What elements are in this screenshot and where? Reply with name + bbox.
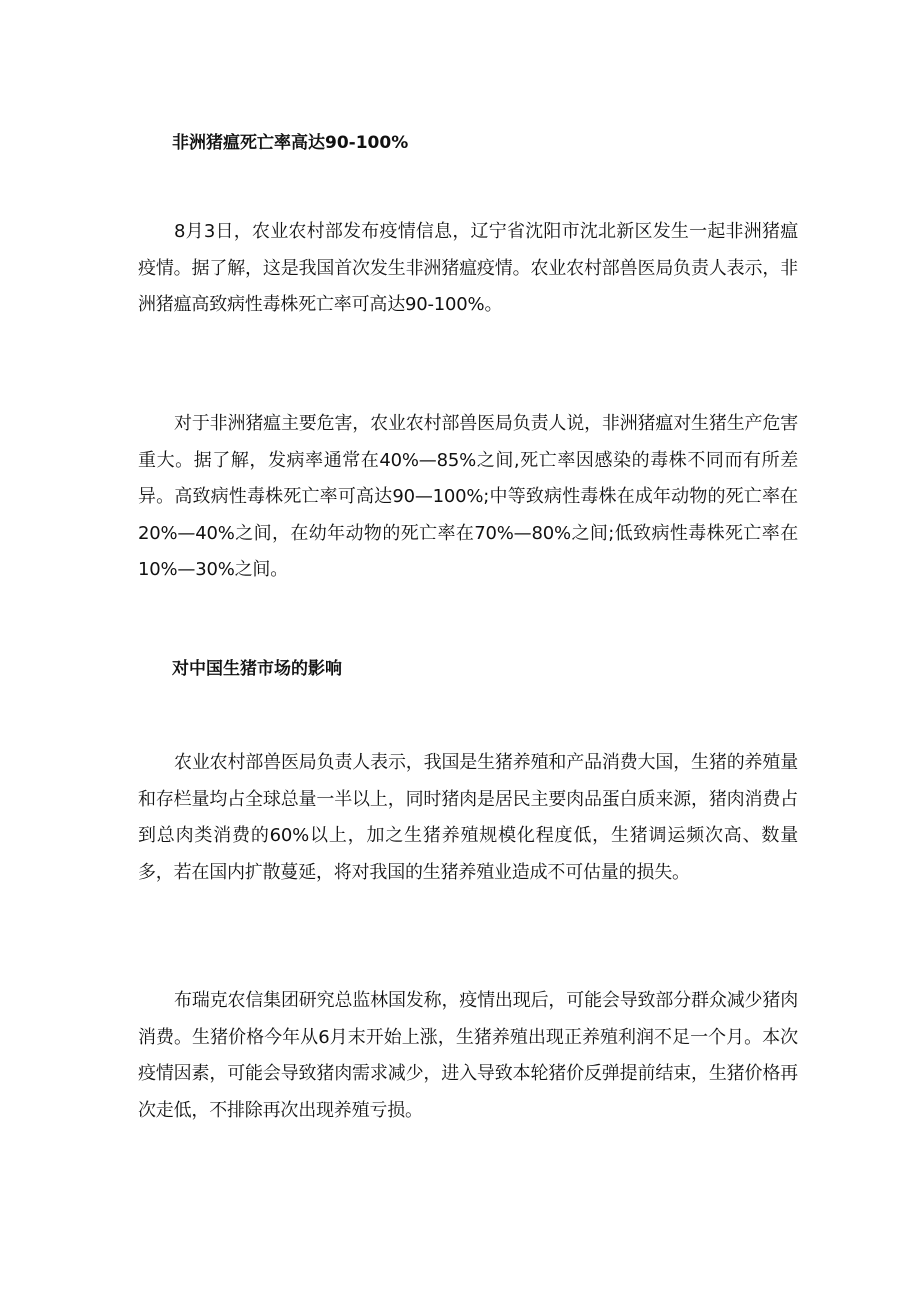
heading-market-impact: 对中国生猪市场的影响 (172, 659, 342, 679)
heading-mortality: 非洲猪瘟死亡率高达90-100% (172, 133, 409, 153)
paragraph-industry-loss: 农业农村部兽医局负责人表示，我国是生猪养殖和产品消费大国，生猪的养殖量和存栏量均占全球总量一半以上，同时猪肉是居民主要肉品蛋白质来源，猪肉消费占到总肉类消费的60%以上，加之生猪养殖规模化程度低，生猪调运频次高、数量多，若在国内扩散蔓延，将对我国的生猪养殖业造成不可估量的损失。 (138, 752, 798, 883)
paragraph-price-outlook: 布瑞克农信集团研究总监林国发称，疫情出现后，可能会导致部分群众减少猪肉消费。生猪价格今年从6月末开始上涨，生猪养殖出现正养殖利润不足一个月。本次疫情因素，可能会导致猪肉需求减少，进入导致本轮猪价反弹提前结束，生猪价格再次走低，不排除再次出现养殖亏损。 (138, 990, 798, 1121)
paragraph-hazards: 对于非洲猪瘟主要危害，农业农村部兽医局负责人说，非洲猪瘟对生猪生产危害重大。据了解，发病率通常在40%—85%之间,死亡率因感染的毒株不同而有所差异。高致病性毒株死亡率可高达90—100%;中等致病性毒株在成年动物的死亡率在20%—40%之间，在幼年动物的死亡率在70%—80%之间;低致病性毒株死亡率在10%—30%之间。 (138, 413, 798, 580)
paragraph-outbreak: 8月3日，农业农村部发布疫情信息，辽宁省沈阳市沈北新区发生一起非洲猪瘟疫情。据了解，这是我国首次发生非洲猪瘟疫情。农业农村部兽医局负责人表示，非洲猪瘟高致病性毒株死亡率可高达90-100%。 (138, 221, 798, 315)
